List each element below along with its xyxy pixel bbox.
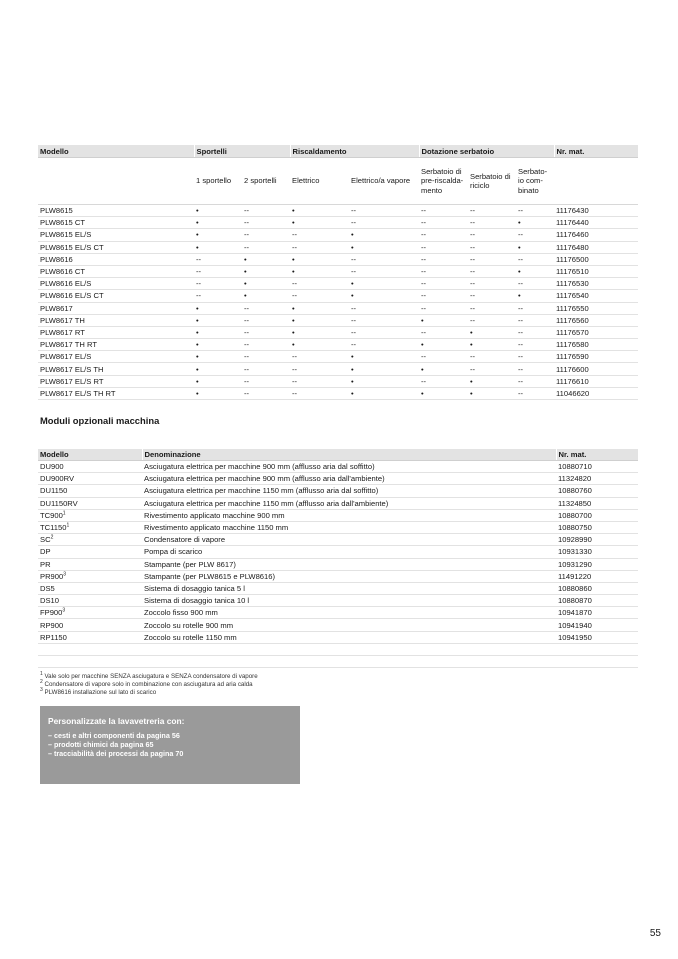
cell-st: --	[349, 326, 419, 338]
cell-rec: •	[468, 339, 516, 351]
cell-pre: •	[419, 363, 468, 375]
cell-com: •	[516, 241, 554, 253]
module-name: Asciugatura elettrica per macchine 900 mm (afflusso aria dal soffitto)	[142, 461, 556, 473]
module-model-code: PR900	[40, 571, 64, 581]
module-matno: 10928990	[556, 534, 638, 546]
cell-nr: 11176440	[554, 217, 638, 229]
module-row	[38, 582, 638, 594]
cell-d1: --	[194, 265, 242, 277]
module-model-code: DS10	[40, 596, 59, 606]
cell-model: PLW8615	[38, 205, 194, 217]
cell-d2: --	[242, 229, 290, 241]
cell-com: --	[516, 229, 554, 241]
module-row	[38, 595, 638, 607]
cell-rec: --	[468, 351, 516, 363]
cell-el: •	[290, 314, 349, 326]
cell-nr: 11176480	[554, 241, 638, 253]
footnote-text: Vale solo per macchine SENZA asciugatura e SENZA condensatore di vapore	[44, 673, 258, 680]
module-model	[38, 558, 142, 570]
blank-cell	[38, 656, 142, 668]
promo-item: – tracciabilità dei processi da pagina 70	[48, 749, 184, 758]
module-model-code: DU1150	[40, 486, 68, 496]
module-name: Zoccolo fisso 900 mm	[142, 607, 556, 619]
cell-st: •	[349, 387, 419, 399]
footnote-text: Condensatore di vapore solo in combinazione con asciugatura ad aria calda	[44, 681, 253, 689]
cell-el: •	[290, 253, 349, 265]
table-row	[38, 326, 638, 338]
footnote-text: PLW8616 installazione sul lato di scarico	[44, 689, 157, 697]
cell-com: •	[516, 265, 554, 277]
module-row	[38, 473, 638, 485]
module-model-code: DU1150RV	[40, 498, 78, 508]
cell-d1: •	[194, 339, 242, 351]
cell-rec: •	[468, 387, 516, 399]
module-name: Sistema di dosaggio tanica 10 l	[142, 595, 556, 607]
cell-d2: •	[242, 278, 290, 290]
cell-com: --	[516, 375, 554, 387]
module-model-code: FP900	[40, 608, 63, 618]
cell-pre: --	[419, 302, 468, 314]
cell-nr: 11176580	[554, 339, 638, 351]
cell-nr: 11176560	[554, 314, 638, 326]
cell-d1: --	[194, 290, 242, 302]
table-row	[38, 217, 638, 229]
module-model-code: DU900RV	[40, 474, 75, 484]
modules-col-model-header: Modello	[38, 449, 142, 461]
cell-com: --	[516, 363, 554, 375]
cell-pre: --	[419, 375, 468, 387]
cell-model: PLW8615 EL/S	[38, 229, 194, 241]
cell-el: •	[290, 265, 349, 277]
cell-rec: --	[468, 217, 516, 229]
module-model	[38, 473, 142, 485]
cell-rec: --	[468, 314, 516, 326]
sub-header-combined: Serbato-io com-binato	[516, 158, 554, 205]
sub-header-electric: Elettrico	[290, 158, 349, 205]
cell-d1: •	[194, 351, 242, 363]
cell-st: --	[349, 205, 419, 217]
cell-nr: 11176530	[554, 278, 638, 290]
promo-item: – cesti e altri componenti da pagina 56	[48, 731, 180, 740]
modules-col-name-header: Denominazione	[142, 449, 556, 461]
cell-el: --	[290, 229, 349, 241]
footnote-number: 2	[40, 679, 43, 686]
sub-header-door1: 1 sportello	[194, 158, 242, 205]
cell-rec: --	[468, 302, 516, 314]
cell-com: --	[516, 253, 554, 265]
table-row	[38, 278, 638, 290]
cell-com: •	[516, 217, 554, 229]
cell-el: •	[290, 326, 349, 338]
module-model	[38, 521, 142, 533]
module-matno: 10941950	[556, 631, 638, 643]
table-row	[38, 302, 638, 314]
module-name: Asciugatura elettrica per macchine 900 mm (afflusso aria dall'ambiente)	[142, 473, 556, 485]
module-row	[38, 607, 638, 619]
module-model	[38, 570, 142, 582]
cell-el: --	[290, 351, 349, 363]
module-model	[38, 619, 142, 631]
footnotes	[40, 670, 258, 698]
machine-models-table	[38, 145, 638, 400]
module-model	[38, 582, 142, 594]
sub-header-recycle: Serbatoio di riciclo	[468, 158, 516, 205]
module-model-code: SC	[40, 535, 51, 545]
cell-com: --	[516, 205, 554, 217]
cell-d1: --	[194, 253, 242, 265]
module-matno: 10880750	[556, 521, 638, 533]
cell-model: PLW8616 CT	[38, 265, 194, 277]
col-doors-header: Sportelli	[194, 145, 290, 158]
footnote-ref: 1	[66, 522, 70, 529]
cell-nr: 11176540	[554, 290, 638, 302]
footnote-ref: 3	[63, 571, 67, 578]
module-matno: 10941940	[556, 619, 638, 631]
cell-rec: --	[468, 278, 516, 290]
cell-el: --	[290, 387, 349, 399]
cell-rec: •	[468, 326, 516, 338]
cell-d1: •	[194, 363, 242, 375]
module-matno: 10880860	[556, 582, 638, 594]
cell-d1: •	[194, 241, 242, 253]
cell-st: •	[349, 351, 419, 363]
blank-row	[38, 656, 638, 668]
cell-com: --	[516, 302, 554, 314]
module-model-code: TC1150	[40, 523, 67, 533]
group-header-row	[38, 145, 638, 158]
blank-cell	[38, 643, 142, 655]
cell-d2: --	[242, 326, 290, 338]
cell-el: •	[290, 302, 349, 314]
cell-d2: --	[242, 217, 290, 229]
module-model	[38, 509, 142, 521]
module-model-code: RP1150	[40, 632, 67, 642]
cell-com: --	[516, 314, 554, 326]
promo-list	[48, 731, 292, 758]
table-row	[38, 253, 638, 265]
blank-cell	[556, 643, 638, 655]
cell-model: PLW8616 EL/S CT	[38, 290, 194, 302]
col-model-header: Modello	[38, 145, 194, 158]
cell-rec: --	[468, 363, 516, 375]
module-model	[38, 607, 142, 619]
cell-el: •	[290, 205, 349, 217]
footnote	[40, 670, 258, 681]
cell-com: --	[516, 339, 554, 351]
cell-com: --	[516, 387, 554, 399]
table-row	[38, 339, 638, 351]
footnote-ref: 1	[62, 510, 66, 517]
cell-model: PLW8617 RT	[38, 326, 194, 338]
blank-cell	[142, 656, 556, 668]
module-name: Zoccolo su rotelle 900 mm	[142, 619, 556, 631]
module-row	[38, 570, 638, 582]
module-name: Rivestimento applicato macchine 900 mm	[142, 509, 556, 521]
cell-nr: 11176550	[554, 302, 638, 314]
module-matno: 11491220	[556, 570, 638, 582]
page-number: 55	[649, 928, 661, 939]
module-name: Asciugatura elettrica per macchine 1150 mm (afflusso aria dall'ambiente)	[142, 497, 556, 509]
cell-com: --	[516, 351, 554, 363]
cell-d1: •	[194, 387, 242, 399]
modules-section-title: Moduli opzionali macchina	[40, 415, 160, 426]
cell-com: •	[516, 290, 554, 302]
cell-el: --	[290, 290, 349, 302]
cell-model: PLW8616	[38, 253, 194, 265]
cell-d2: --	[242, 339, 290, 351]
module-row	[38, 546, 638, 558]
cell-nr: 11176500	[554, 253, 638, 265]
module-model-code: DU900	[40, 462, 64, 472]
cell-d1: •	[194, 302, 242, 314]
module-name: Rivestimento applicato macchine 1150 mm	[142, 521, 556, 533]
cell-rec: --	[468, 265, 516, 277]
module-model	[38, 485, 142, 497]
cell-pre: --	[419, 229, 468, 241]
cell-rec: --	[468, 205, 516, 217]
cell-nr: 11176570	[554, 326, 638, 338]
sub-header-empty	[554, 158, 638, 205]
module-row	[38, 461, 638, 473]
module-matno: 11324820	[556, 473, 638, 485]
module-matno: 10931330	[556, 546, 638, 558]
footnote-ref: 3	[62, 607, 66, 614]
table-row	[38, 375, 638, 387]
cell-st: •	[349, 241, 419, 253]
cell-el: •	[290, 339, 349, 351]
cell-d2: --	[242, 363, 290, 375]
module-matno: 10880760	[556, 485, 638, 497]
cell-nr: 11176510	[554, 265, 638, 277]
module-name: Stampante (per PLW 8617)	[142, 558, 556, 570]
module-model-code: TC900	[40, 510, 63, 520]
module-row	[38, 485, 638, 497]
cell-d1: •	[194, 217, 242, 229]
module-row	[38, 631, 638, 643]
cell-d2: •	[242, 253, 290, 265]
module-matno: 10880700	[556, 509, 638, 521]
col-tank-header: Dotazione serbatoio	[419, 145, 554, 158]
cell-d2: --	[242, 314, 290, 326]
table-row	[38, 387, 638, 399]
cell-rec: •	[468, 375, 516, 387]
module-matno: 11324850	[556, 497, 638, 509]
cell-pre: --	[419, 217, 468, 229]
cell-st: --	[349, 314, 419, 326]
cell-rec: --	[468, 229, 516, 241]
cell-el: •	[290, 217, 349, 229]
cell-d1: •	[194, 229, 242, 241]
module-model	[38, 534, 142, 546]
table-row	[38, 351, 638, 363]
cell-st: •	[349, 229, 419, 241]
cell-pre: --	[419, 290, 468, 302]
cell-pre: --	[419, 278, 468, 290]
cell-pre: --	[419, 241, 468, 253]
cell-model: PLW8617 EL/S TH	[38, 363, 194, 375]
sub-header-empty	[38, 158, 194, 205]
cell-st: --	[349, 253, 419, 265]
module-model-code: DP	[40, 547, 51, 557]
col-heating-header: Riscaldamento	[290, 145, 419, 158]
cell-model: PLW8617 TH	[38, 314, 194, 326]
table-row	[38, 290, 638, 302]
cell-d2: •	[242, 265, 290, 277]
col-matno-header: Nr. mat.	[554, 145, 638, 158]
cell-d1: •	[194, 326, 242, 338]
cell-d2: --	[242, 351, 290, 363]
cell-rec: --	[468, 290, 516, 302]
module-row	[38, 497, 638, 509]
promo-item: – prodotti chimici da pagina 65	[48, 740, 154, 749]
cell-d2: --	[242, 375, 290, 387]
table-row	[38, 363, 638, 375]
modules-col-matno-header: Nr. mat.	[556, 449, 638, 461]
table-row	[38, 314, 638, 326]
cell-d1: •	[194, 314, 242, 326]
cell-st: •	[349, 278, 419, 290]
cell-st: --	[349, 265, 419, 277]
cell-d2: •	[242, 290, 290, 302]
cell-model: PLW8617 EL/S TH RT	[38, 387, 194, 399]
cell-model: PLW8615 EL/S CT	[38, 241, 194, 253]
module-matno: 10880710	[556, 461, 638, 473]
cell-com: --	[516, 278, 554, 290]
sub-header-steam: Elettrico/a vapore	[349, 158, 419, 205]
cell-el: --	[290, 363, 349, 375]
cell-st: •	[349, 375, 419, 387]
sub-header-row	[38, 158, 638, 205]
cell-st: --	[349, 217, 419, 229]
cell-el: --	[290, 375, 349, 387]
module-matno: 10880870	[556, 595, 638, 607]
module-model	[38, 497, 142, 509]
module-row	[38, 619, 638, 631]
cell-pre: --	[419, 326, 468, 338]
cell-pre: •	[419, 314, 468, 326]
cell-pre: --	[419, 253, 468, 265]
module-name: Condensatore di vapore	[142, 534, 556, 546]
module-model	[38, 595, 142, 607]
module-name: Pompa di scarico	[142, 546, 556, 558]
cell-d1: •	[194, 205, 242, 217]
sub-header-door2: 2 sportelli	[242, 158, 290, 205]
cell-com: --	[516, 326, 554, 338]
cell-d1: --	[194, 278, 242, 290]
cell-st: --	[349, 339, 419, 351]
cell-nr: 11046620	[554, 387, 638, 399]
cell-pre: --	[419, 265, 468, 277]
module-matno: 10941870	[556, 607, 638, 619]
footnote-number: 3	[40, 687, 43, 694]
blank-cell	[556, 656, 638, 668]
module-matno: 10931290	[556, 558, 638, 570]
module-model	[38, 461, 142, 473]
module-row	[38, 534, 638, 546]
table-row	[38, 205, 638, 217]
cell-model: PLW8617 EL/S RT	[38, 375, 194, 387]
cell-nr: 11176590	[554, 351, 638, 363]
cell-rec: --	[468, 253, 516, 265]
module-model	[38, 546, 142, 558]
module-name: Asciugatura elettrica per macchine 1150 mm (afflusso aria dal soffitto)	[142, 485, 556, 497]
footnote	[40, 689, 258, 697]
module-model-code: RP900	[40, 620, 64, 630]
cell-model: PLW8617	[38, 302, 194, 314]
cell-pre: --	[419, 351, 468, 363]
cell-model: PLW8617 TH RT	[38, 339, 194, 351]
sub-header-preheat: Serbatoio di pre-riscalda-mento	[419, 158, 468, 205]
cell-nr: 11176430	[554, 205, 638, 217]
cell-d2: --	[242, 241, 290, 253]
module-name: Sistema di dosaggio tanica 5 l	[142, 582, 556, 594]
cell-d2: --	[242, 387, 290, 399]
cell-nr: 11176610	[554, 375, 638, 387]
cell-st: •	[349, 363, 419, 375]
module-model-code: PR	[40, 559, 51, 569]
cell-pre: --	[419, 205, 468, 217]
cell-d2: --	[242, 205, 290, 217]
promo-box	[40, 706, 300, 784]
cell-d1: •	[194, 375, 242, 387]
table-row	[38, 229, 638, 241]
module-model-code: DS5	[40, 583, 55, 593]
table-row	[38, 241, 638, 253]
module-row	[38, 509, 638, 521]
cell-nr: 11176600	[554, 363, 638, 375]
footnote-number: 1	[40, 670, 43, 677]
footnote-ref: 2	[50, 534, 54, 541]
cell-nr: 11176460	[554, 229, 638, 241]
cell-st: •	[349, 290, 419, 302]
module-name: Zoccolo su rotelle 1150 mm	[142, 631, 556, 643]
blank-cell	[142, 643, 556, 655]
modules-header-row	[38, 449, 638, 461]
blank-row	[38, 643, 638, 655]
cell-model: PLW8617 EL/S	[38, 351, 194, 363]
module-row	[38, 558, 638, 570]
cell-el: --	[290, 278, 349, 290]
optional-modules-table	[38, 449, 638, 668]
promo-title: Personalizzate la lavavetreria con:	[48, 716, 185, 726]
module-row	[38, 521, 638, 533]
table-row	[38, 265, 638, 277]
cell-d2: --	[242, 302, 290, 314]
cell-model: PLW8615 CT	[38, 217, 194, 229]
cell-model: PLW8616 EL/S	[38, 278, 194, 290]
cell-pre: •	[419, 339, 468, 351]
module-name: Stampante (per PLW8615 e PLW8616)	[142, 570, 556, 582]
cell-rec: --	[468, 241, 516, 253]
cell-pre: •	[419, 387, 468, 399]
cell-st: --	[349, 302, 419, 314]
cell-el: --	[290, 241, 349, 253]
module-model	[38, 631, 142, 643]
